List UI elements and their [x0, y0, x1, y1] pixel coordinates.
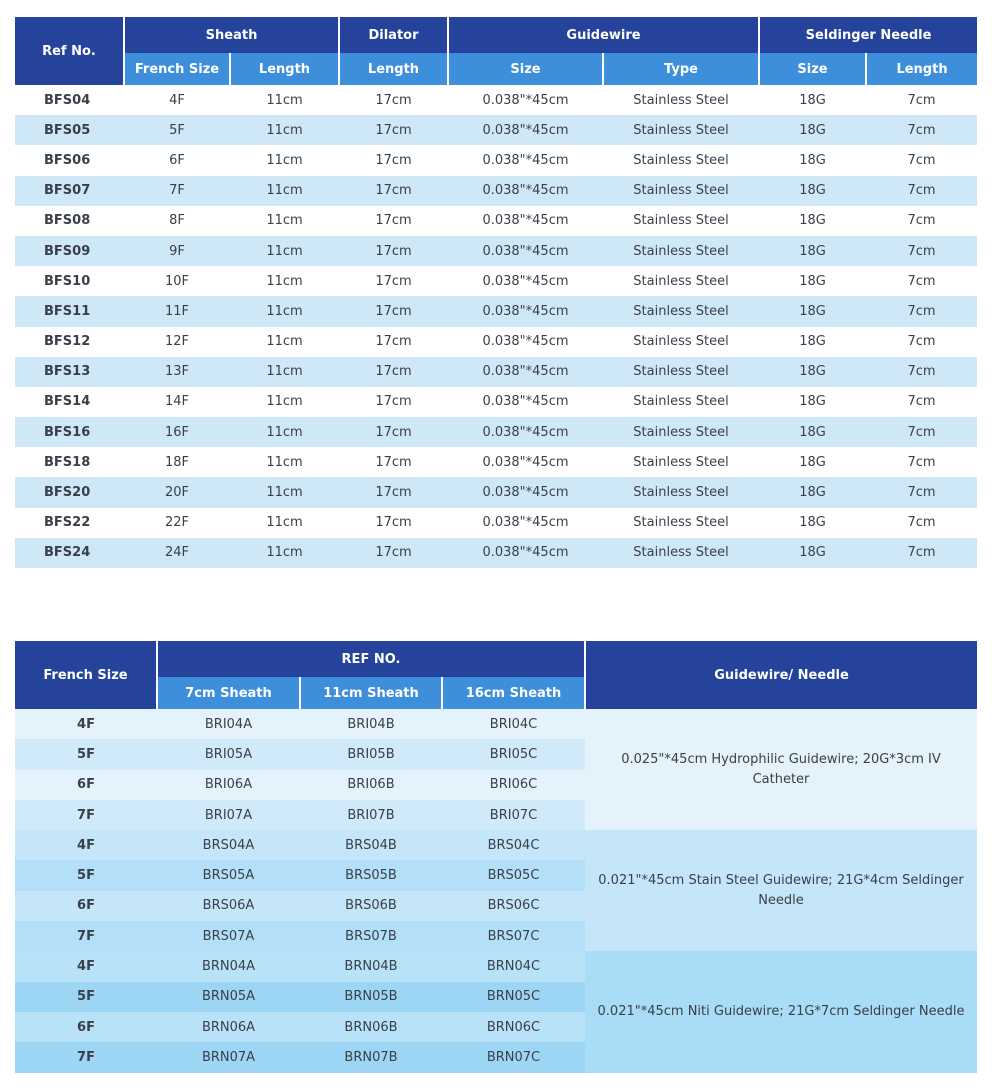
cell-11cm-sheath: BRN05B [300, 982, 442, 1012]
cell-french-size: 6F [15, 891, 157, 921]
cell-sheath-length: 11cm [230, 357, 339, 387]
cell-guidewire-type: Stainless Steel [603, 327, 759, 357]
cell-needle-size: 18G [759, 447, 866, 477]
cell-dilator-length: 17cm [339, 417, 448, 447]
cell-guidewire-needle: 0.021"*45cm Niti Guidewire; 21G*7cm Seldinger Needle [585, 951, 977, 1072]
cell-dilator-length: 17cm [339, 477, 448, 507]
cell-needle-length: 7cm [866, 477, 977, 507]
cell-french-size: 8F [124, 206, 230, 236]
cell-needle-length: 7cm [866, 447, 977, 477]
header-guidewire-needle: Guidewire/ Needle [585, 641, 977, 709]
cell-needle-length: 7cm [866, 508, 977, 538]
cell-guidewire-type: Stainless Steel [603, 477, 759, 507]
cell-sheath-length: 11cm [230, 327, 339, 357]
header-french-size: French Size [15, 641, 157, 709]
cell-16cm-sheath: BRN04C [442, 951, 585, 981]
cell-french-size: 7F [15, 800, 157, 830]
cell-guidewire-needle: 0.021"*45cm Stain Steel Guidewire; 21G*4cm Seldinger Needle [585, 830, 977, 951]
cell-dilator-length: 17cm [339, 236, 448, 266]
cell-guidewire-type: Stainless Steel [603, 538, 759, 568]
cell-guidewire-size: 0.038"*45cm [448, 417, 603, 447]
cell-french-size: 9F [124, 236, 230, 266]
cell-guidewire-type: Stainless Steel [603, 236, 759, 266]
cell-guidewire-type: Stainless Steel [603, 417, 759, 447]
cell-needle-length: 7cm [866, 266, 977, 296]
cell-sheath-length: 11cm [230, 115, 339, 145]
cell-needle-size: 18G [759, 327, 866, 357]
cell-16cm-sheath: BRI06C [442, 770, 585, 800]
cell-french-size: 14F [124, 387, 230, 417]
cell-french-size: 4F [15, 951, 157, 981]
cell-sheath-length: 11cm [230, 206, 339, 236]
cell-sheath-length: 11cm [230, 417, 339, 447]
cell-dilator-length: 17cm [339, 145, 448, 175]
cell-16cm-sheath: BRS05C [442, 860, 585, 890]
subheader-dilator-length: Length [339, 53, 448, 85]
cell-11cm-sheath: BRI06B [300, 770, 442, 800]
cell-dilator-length: 17cm [339, 387, 448, 417]
cell-ref: BFS04 [15, 85, 124, 115]
cell-needle-length: 7cm [866, 85, 977, 115]
cell-sheath-length: 11cm [230, 236, 339, 266]
cell-sheath-length: 11cm [230, 447, 339, 477]
table-row [15, 709, 977, 739]
subheader-guidewire-size: Size [448, 53, 603, 85]
table-row [15, 85, 977, 115]
table-row [15, 417, 977, 447]
header-dilator: Dilator [339, 17, 448, 53]
table-row [15, 266, 977, 296]
subheader-guidewire-type: Type [603, 53, 759, 85]
sheath-spec-table [15, 17, 977, 568]
cell-ref: BFS05 [15, 115, 124, 145]
cell-needle-size: 18G [759, 477, 866, 507]
cell-sheath-length: 11cm [230, 387, 339, 417]
table-row [15, 327, 977, 357]
cell-guidewire-size: 0.038"*45cm [448, 387, 603, 417]
cell-needle-length: 7cm [866, 115, 977, 145]
cell-7cm-sheath: BRI06A [157, 770, 300, 800]
cell-11cm-sheath: BRI07B [300, 800, 442, 830]
cell-dilator-length: 17cm [339, 508, 448, 538]
cell-guidewire-size: 0.038"*45cm [448, 357, 603, 387]
cell-needle-size: 18G [759, 266, 866, 296]
cell-ref: BFS12 [15, 327, 124, 357]
cell-guidewire-size: 0.038"*45cm [448, 508, 603, 538]
table-row [15, 236, 977, 266]
cell-guidewire-size: 0.038"*45cm [448, 115, 603, 145]
cell-sheath-length: 11cm [230, 176, 339, 206]
table-row [15, 206, 977, 236]
cell-dilator-length: 17cm [339, 327, 448, 357]
header-ref-no: REF NO. [157, 641, 585, 677]
header-seldinger-needle: Seldinger Needle [759, 17, 977, 53]
cell-guidewire-type: Stainless Steel [603, 176, 759, 206]
cell-guidewire-needle: 0.025"*45cm Hydrophilic Guidewire; 20G*3cm IV Catheter [585, 709, 977, 830]
cell-french-size: 10F [124, 266, 230, 296]
cell-guidewire-size: 0.038"*45cm [448, 296, 603, 326]
cell-french-size: 24F [124, 538, 230, 568]
cell-french-size: 18F [124, 447, 230, 477]
cell-needle-size: 18G [759, 236, 866, 266]
cell-7cm-sheath: BRS05A [157, 860, 300, 890]
cell-dilator-length: 17cm [339, 538, 448, 568]
cell-7cm-sheath: BRS06A [157, 891, 300, 921]
cell-ref: BFS13 [15, 357, 124, 387]
cell-dilator-length: 17cm [339, 206, 448, 236]
table-row [15, 296, 977, 326]
cell-16cm-sheath: BRN05C [442, 982, 585, 1012]
cell-11cm-sheath: BRN07B [300, 1042, 442, 1072]
cell-11cm-sheath: BRI04B [300, 709, 442, 739]
cell-16cm-sheath: BRI04C [442, 709, 585, 739]
cell-guidewire-size: 0.038"*45cm [448, 447, 603, 477]
cell-ref: BFS07 [15, 176, 124, 206]
cell-7cm-sheath: BRN07A [157, 1042, 300, 1072]
cell-16cm-sheath: BRN07C [442, 1042, 585, 1072]
cell-dilator-length: 17cm [339, 85, 448, 115]
cell-sheath-length: 11cm [230, 85, 339, 115]
cell-7cm-sheath: BRI04A [157, 709, 300, 739]
cell-16cm-sheath: BRI07C [442, 800, 585, 830]
cell-french-size: 4F [15, 709, 157, 739]
cell-11cm-sheath: BRN04B [300, 951, 442, 981]
cell-french-size: 4F [15, 830, 157, 860]
cell-french-size: 7F [15, 921, 157, 951]
cell-11cm-sheath: BRS04B [300, 830, 442, 860]
table-row [15, 477, 977, 507]
table-row [15, 447, 977, 477]
cell-sheath-length: 11cm [230, 266, 339, 296]
table-row [15, 951, 977, 981]
cell-needle-size: 18G [759, 508, 866, 538]
cell-ref: BFS11 [15, 296, 124, 326]
cell-guidewire-size: 0.038"*45cm [448, 477, 603, 507]
cell-ref: BFS18 [15, 447, 124, 477]
cell-needle-length: 7cm [866, 236, 977, 266]
cell-guidewire-type: Stainless Steel [603, 85, 759, 115]
cell-guidewire-size: 0.038"*45cm [448, 327, 603, 357]
cell-french-size: 5F [15, 982, 157, 1012]
cell-7cm-sheath: BRN05A [157, 982, 300, 1012]
subheader-sheath-length: Length [230, 53, 339, 85]
cell-needle-size: 18G [759, 387, 866, 417]
cell-french-size: 6F [124, 145, 230, 175]
cell-french-size: 22F [124, 508, 230, 538]
cell-guidewire-size: 0.038"*45cm [448, 176, 603, 206]
table-row [15, 357, 977, 387]
table-row [15, 538, 977, 568]
table-row [15, 176, 977, 206]
cell-guidewire-size: 0.038"*45cm [448, 266, 603, 296]
table-row [15, 387, 977, 417]
cell-ref: BFS24 [15, 538, 124, 568]
cell-16cm-sheath: BRI05C [442, 739, 585, 769]
cell-dilator-length: 17cm [339, 447, 448, 477]
subheader-french-size: French Size [124, 53, 230, 85]
cell-dilator-length: 17cm [339, 266, 448, 296]
cell-ref: BFS08 [15, 206, 124, 236]
cell-ref: BFS16 [15, 417, 124, 447]
cell-needle-size: 18G [759, 206, 866, 236]
cell-guidewire-size: 0.038"*45cm [448, 85, 603, 115]
cell-needle-size: 18G [759, 296, 866, 326]
cell-sheath-length: 11cm [230, 477, 339, 507]
cell-french-size: 7F [15, 1042, 157, 1072]
cell-dilator-length: 17cm [339, 357, 448, 387]
cell-french-size: 11F [124, 296, 230, 326]
cell-needle-length: 7cm [866, 538, 977, 568]
cell-guidewire-size: 0.038"*45cm [448, 145, 603, 175]
cell-guidewire-size: 0.038"*45cm [448, 538, 603, 568]
cell-sheath-length: 11cm [230, 508, 339, 538]
cell-needle-size: 18G [759, 357, 866, 387]
cell-11cm-sheath: BRI05B [300, 739, 442, 769]
header-guidewire: Guidewire [448, 17, 759, 53]
cell-needle-length: 7cm [866, 417, 977, 447]
cell-needle-length: 7cm [866, 296, 977, 326]
cell-needle-length: 7cm [866, 387, 977, 417]
cell-guidewire-type: Stainless Steel [603, 447, 759, 477]
cell-guidewire-size: 0.038"*45cm [448, 236, 603, 266]
cell-needle-length: 7cm [866, 327, 977, 357]
cell-needle-length: 7cm [866, 145, 977, 175]
ref-no-table-body [15, 709, 977, 1073]
header-sheath: Sheath [124, 17, 339, 53]
cell-ref: BFS14 [15, 387, 124, 417]
cell-7cm-sheath: BRN06A [157, 1012, 300, 1042]
cell-ref: BFS10 [15, 266, 124, 296]
cell-7cm-sheath: BRS04A [157, 830, 300, 860]
table-row [15, 115, 977, 145]
cell-ref: BFS06 [15, 145, 124, 175]
cell-11cm-sheath: BRS06B [300, 891, 442, 921]
cell-guidewire-type: Stainless Steel [603, 387, 759, 417]
cell-needle-size: 18G [759, 417, 866, 447]
subheader-16cm-sheath: 16cm Sheath [442, 677, 585, 709]
cell-guidewire-type: Stainless Steel [603, 357, 759, 387]
cell-needle-length: 7cm [866, 206, 977, 236]
cell-guidewire-type: Stainless Steel [603, 296, 759, 326]
table-row [15, 145, 977, 175]
cell-french-size: 6F [15, 1012, 157, 1042]
sheath-spec-table-body [15, 85, 977, 568]
cell-11cm-sheath: BRS07B [300, 921, 442, 951]
cell-needle-size: 18G [759, 145, 866, 175]
cell-11cm-sheath: BRN06B [300, 1012, 442, 1042]
cell-7cm-sheath: BRS07A [157, 921, 300, 951]
cell-dilator-length: 17cm [339, 296, 448, 326]
cell-guidewire-type: Stainless Steel [603, 115, 759, 145]
cell-sheath-length: 11cm [230, 296, 339, 326]
cell-16cm-sheath: BRN06C [442, 1012, 585, 1042]
cell-needle-size: 18G [759, 85, 866, 115]
cell-16cm-sheath: BRS07C [442, 921, 585, 951]
cell-ref: BFS22 [15, 508, 124, 538]
cell-7cm-sheath: BRI05A [157, 739, 300, 769]
cell-needle-size: 18G [759, 176, 866, 206]
cell-needle-length: 7cm [866, 357, 977, 387]
cell-guidewire-type: Stainless Steel [603, 145, 759, 175]
cell-needle-length: 7cm [866, 176, 977, 206]
cell-16cm-sheath: BRS04C [442, 830, 585, 860]
cell-ref: BFS20 [15, 477, 124, 507]
subheader-needle-length: Length [866, 53, 977, 85]
cell-french-size: 5F [124, 115, 230, 145]
header-ref-no: Ref No. [15, 17, 124, 85]
cell-sheath-length: 11cm [230, 538, 339, 568]
cell-french-size: 20F [124, 477, 230, 507]
cell-guidewire-size: 0.038"*45cm [448, 206, 603, 236]
cell-11cm-sheath: BRS05B [300, 860, 442, 890]
ref-no-table [15, 641, 977, 1073]
cell-7cm-sheath: BRI07A [157, 800, 300, 830]
cell-guidewire-type: Stainless Steel [603, 266, 759, 296]
cell-dilator-length: 17cm [339, 115, 448, 145]
cell-ref: BFS09 [15, 236, 124, 266]
cell-french-size: 6F [15, 770, 157, 800]
table-row [15, 508, 977, 538]
cell-french-size: 5F [15, 739, 157, 769]
subheader-11cm-sheath: 11cm Sheath [300, 677, 442, 709]
cell-french-size: 7F [124, 176, 230, 206]
cell-french-size: 13F [124, 357, 230, 387]
cell-dilator-length: 17cm [339, 176, 448, 206]
cell-7cm-sheath: BRN04A [157, 951, 300, 981]
cell-french-size: 5F [15, 860, 157, 890]
table-row [15, 830, 977, 860]
cell-sheath-length: 11cm [230, 145, 339, 175]
cell-needle-size: 18G [759, 538, 866, 568]
cell-french-size: 4F [124, 85, 230, 115]
cell-guidewire-type: Stainless Steel [603, 508, 759, 538]
cell-guidewire-type: Stainless Steel [603, 206, 759, 236]
subheader-7cm-sheath: 7cm Sheath [157, 677, 300, 709]
cell-french-size: 16F [124, 417, 230, 447]
subheader-needle-size: Size [759, 53, 866, 85]
cell-french-size: 12F [124, 327, 230, 357]
cell-16cm-sheath: BRS06C [442, 891, 585, 921]
cell-needle-size: 18G [759, 115, 866, 145]
